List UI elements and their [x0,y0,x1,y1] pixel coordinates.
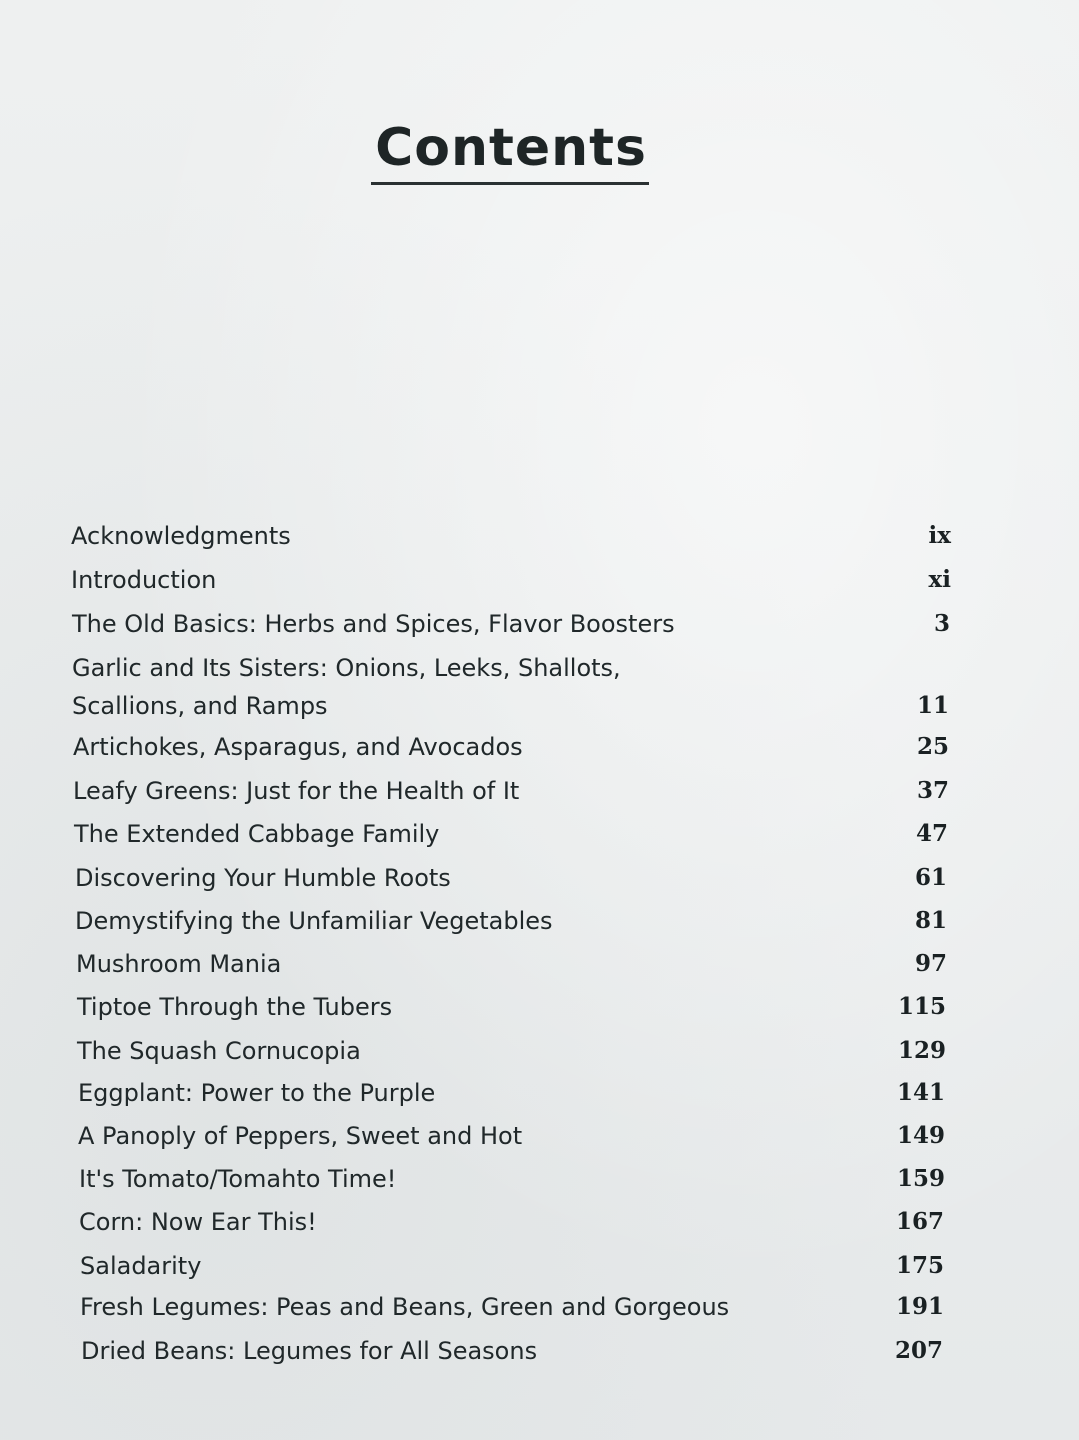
toc-entry [0,1074,1079,1118]
entry-page-number: 191 [895,1293,944,1320]
entry-page-number: 115 [897,993,946,1020]
entry-title: The Squash Cornucopia [77,1037,361,1065]
entry-title: Discovering Your Humble Roots [75,864,451,892]
entry-title: Demystifying the Unfamiliar Vegetables [75,907,553,935]
entry-page-number: 47 [915,820,948,847]
toc-entry [0,815,1079,859]
toc-entry [0,859,1079,903]
entry-title: Leafy Greens: Just for the Health of It [73,777,520,805]
toc-entry [0,902,1079,946]
toc-entry [0,1203,1079,1247]
entry-page-number: 129 [897,1037,946,1064]
entry-page-number: 175 [895,1252,944,1279]
entry-page-number: 167 [895,1208,944,1235]
entry-page-number: 141 [896,1079,945,1106]
toc-entry [0,772,1079,816]
toc-entry [0,1288,1079,1332]
entry-page-number: 159 [896,1165,945,1192]
entry-page-number: 207 [894,1337,943,1364]
entry-page-number: 61 [914,864,947,891]
entry-title: Dried Beans: Legumes for All Seasons [81,1337,538,1365]
entry-title: Mushroom Mania [76,950,282,978]
entry-page-number: 37 [916,777,949,804]
toc-entry [0,1247,1079,1291]
toc-entry [0,988,1079,1032]
entry-title: Corn: Now Ear This! [79,1208,317,1236]
entry-page-number: xi [928,566,951,593]
toc-entry [0,945,1079,989]
entry-title: The Old Basics: Herbs and Spices, Flavor Boosters [72,610,675,638]
entry-title: Garlic and Its Sisters: Onions, Leeks, Shallots, Scallions, and Ramps [72,654,621,720]
toc-entry [0,605,1079,649]
toc-entry [0,1032,1079,1076]
toc-entry [0,649,1079,737]
entry-page-number: ix [928,522,951,549]
entry-page-number: 3 [933,610,950,637]
toc-entry [0,517,1079,561]
toc-entry [0,1332,1079,1376]
entry-page-number: 97 [914,950,947,977]
entry-page-number: 25 [916,733,949,760]
entry-title: Eggplant: Power to the Purple [78,1079,436,1107]
entry-page-number: 81 [914,907,947,934]
toc-entry [0,1117,1079,1161]
toc-entry [0,728,1079,772]
entry-page-number: 11 [916,692,949,719]
toc-entry [0,561,1079,605]
toc-entry [0,1160,1079,1204]
page-title: Contents [375,118,647,178]
entry-title: Saladarity [80,1252,202,1280]
entry-title: Artichokes, Asparagus, and Avocados [73,733,523,761]
entry-title: Fresh Legumes: Peas and Beans, Green and Gorgeous [80,1293,730,1321]
entry-title: Acknowledgments [71,522,291,550]
entry-title: Tiptoe Through the Tubers [77,993,393,1021]
entry-title: It's Tomato/Tomahto Time! [79,1165,397,1193]
entry-title: Introduction [71,566,217,594]
entry-page-number: 149 [896,1122,945,1149]
entry-title: The Extended Cabbage Family [74,820,440,848]
entry-title: A Panoply of Peppers, Sweet and Hot [78,1122,523,1150]
